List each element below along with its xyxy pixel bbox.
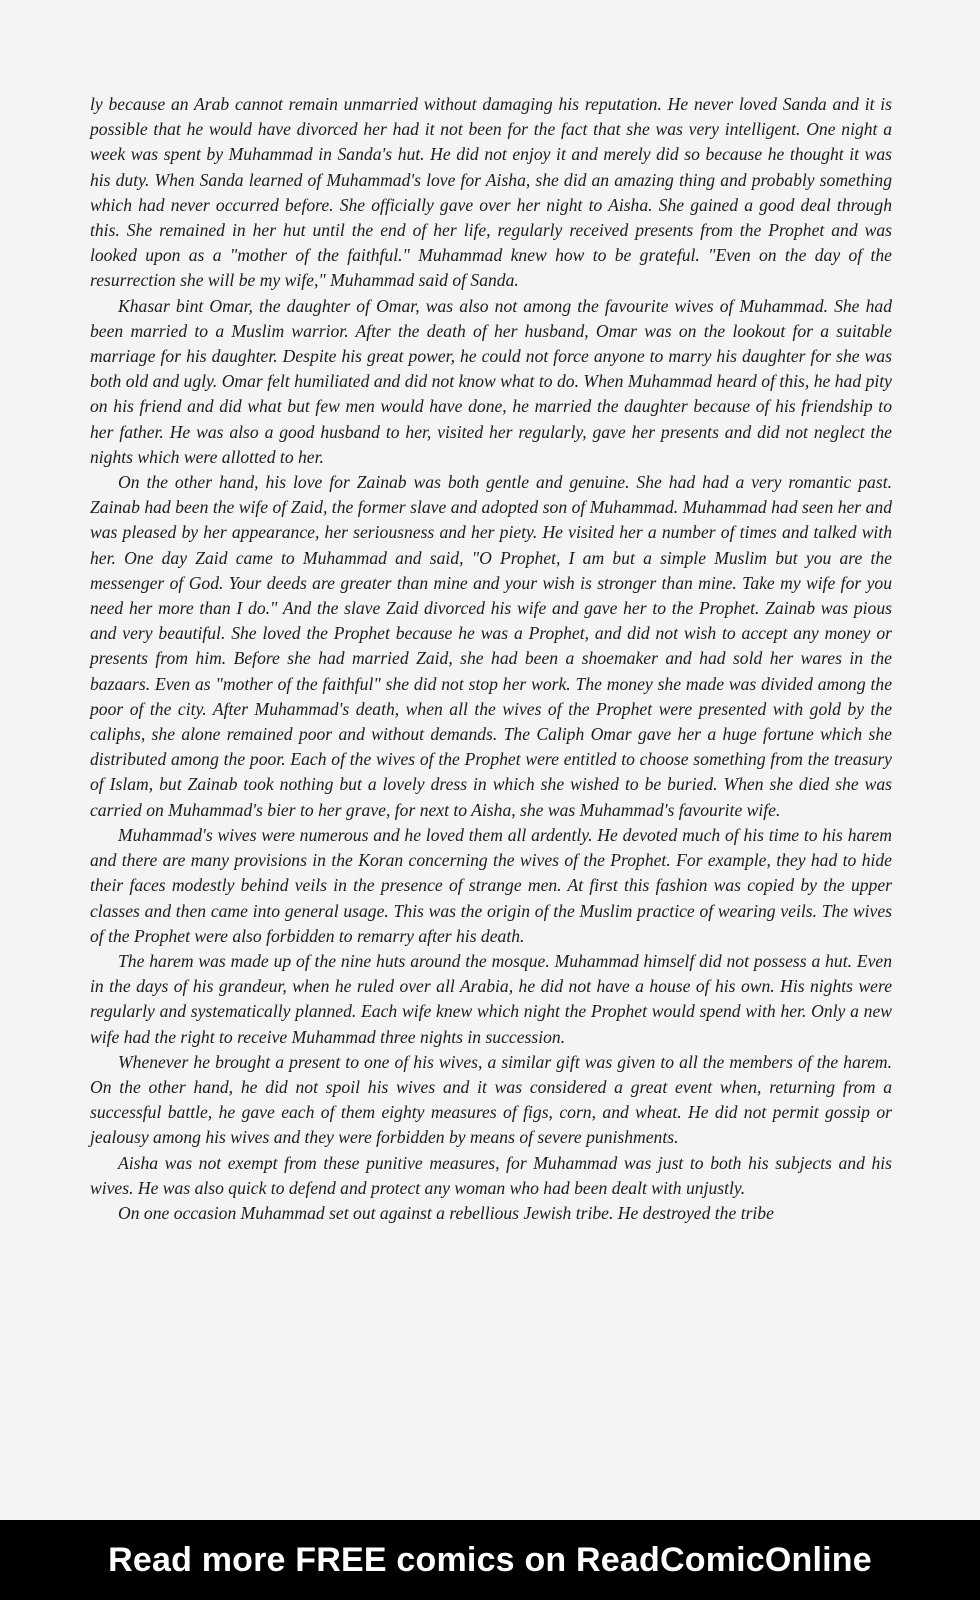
body-text bbox=[90, 92, 892, 1226]
promo-banner[interactable] bbox=[0, 1520, 980, 1600]
paragraph-presents: Whenever he brought a present to one of his wives, a similar gift was given to all the members of the harem. On the other hand, he did not spoil his wives and it was considered a great event when, returning from a successful battle, he gave each of them eighty measures of figs, corn, and wheat. He did not permit gossip or jealousy among his wives and they were forbidden by means of severe punishments. bbox=[90, 1051, 892, 1148]
paragraph-harem: The harem was made up of the nine huts around the mosque. Muhammad himself did not possess a hut. Even in the days of his grandeur, when he ruled over all Arabia, he did not have a house of his own. His nights were regularly and systematically planned. Each wife knew which night the Prophet would spend with her. Only a new wife had the right to receive Muhammad three nights in succession. bbox=[90, 950, 892, 1047]
paragraph-wives: Muhammad's wives were numerous and he loved them all ardently. He devoted much of his time to his harem and there are many provisions in the Koran concerning the wives of the Prophet. For example, they had to hide their faces modestly behind veils in the presence of strange men. At first this fashion was copied by the upper classes and then came into general usage. This was the origin of the Muslim practice of wearing veils. The wives of the Prophet were also forbidden to remarry after his death. bbox=[90, 824, 892, 946]
promo-banner-text[interactable]: Read more FREE comics on ReadComicOnline bbox=[108, 1540, 872, 1579]
paragraph-aisha: Aisha was not exempt from these punitive measures, for Muhammad was just to both his subjects and his wives. He was also quick to defend and protect any woman who had been dealt with unjustly. bbox=[90, 1152, 892, 1198]
paragraph-occasion: On one occasion Muhammad set out against a rebellious Jewish tribe. He destroyed the tribe bbox=[118, 1202, 774, 1223]
paragraph-zainab: On the other hand, his love for Zainab was both gentle and genuine. She had had a very romantic past. Zainab had been the wife of Zaid, the former slave and adopted son of Muhammad. Muhammad had seen her and was pleased by her appearance, her seriousness and her piety. He visited her a number of times and talked with her. One day Zaid came to Muhammad and said, "O Prophet, I am but a simple Muslim but you are the messenger of God. Your deeds are greater than mine and your wish is stronger than mine. Take my wife for you need her more than I do." And the slave Zaid divorced his wife and gave her to the Prophet. Zainab was pious and very beautiful. She loved the Prophet because he was a Prophet, and did not wish to accept any money or presents from him. Before she had married Zaid, she had been a shoemaker and had sold her wares in the bazaars. Even as "mother of the faithful" she did not stop her work. The money she made was divided among the poor of the city. After Muhammad's death, when all the wives of the Prophet were presented with gold by the caliphs, she alone remained poor and without demands. The Caliph Omar gave her a huge fortune which she distributed among the poor. Each of the wives of the Prophet were entitled to choose something from the treasury of Islam, but Zainab took nothing but a lovely dress in which she wished to be buried. When she died she was carried on Muhammad's bier to her grave, for next to Aisha, she was Muhammad's favourite wife. bbox=[90, 472, 892, 820]
paragraph-continued: ly because an Arab cannot remain unmarried without damaging his reputation. He never loved Sanda and it is possible that he would have divorced her had it not been for the fact that she was very intelligent. One night a week was spent by Muhammad in Sanda's hut. He did not enjoy it and merely did so because he thought it was his duty. When Sanda learned of Muhammad's love for Aisha, she did an amazing thing and probably something which had never occurred before. She officially gave over her night to Aisha. She gained a good deal through this. She remained in her hut until the end of her life, regularly received presents from the Prophet and was looked upon as a "mother of the faithful." Muhammad knew how to be grateful. "Even on the day of the resurrection she will be my wife," Muhammad said of Sanda. bbox=[90, 94, 892, 291]
paragraph-khasar: Khasar bint Omar, the daughter of Omar, was also not among the favourite wives of Muhammad. She had been married to a Muslim warrior. After the death of her husband, Omar was on the lookout for a suitable marriage for his daughter. Despite his great power, he could not force anyone to marry his daughter for she was both old and ugly. Omar felt humiliated and did not know what to do. When Muhammad heard of this, he had pity on his friend and did what but few men would have done, he married the daughter because of his friendship to her father. He was also a good husband to her, visited her regularly, gave her presents and did not neglect the nights which were allotted to her. bbox=[90, 295, 892, 467]
